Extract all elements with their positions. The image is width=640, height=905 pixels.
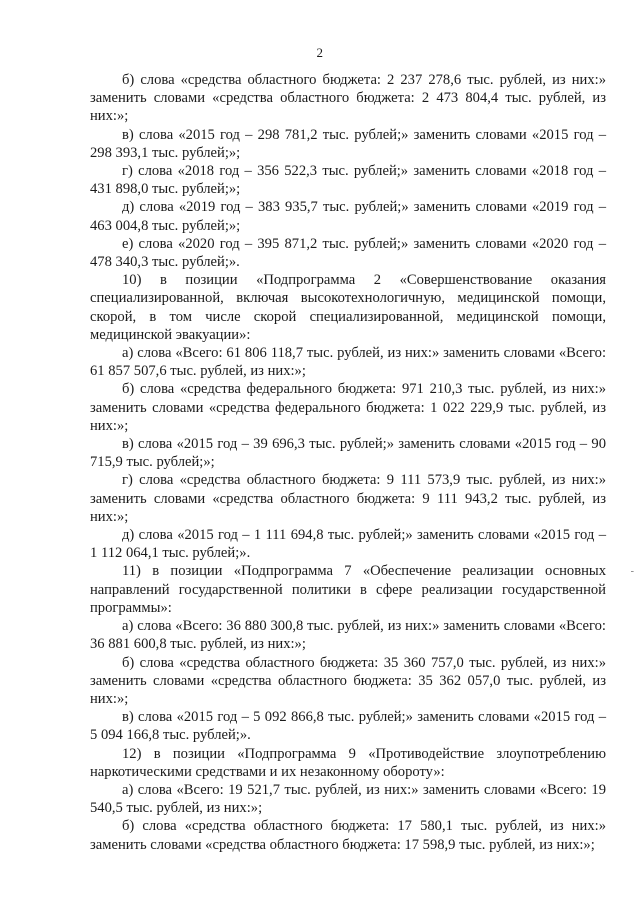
- margin-mark: -: [630, 566, 634, 577]
- page-number: 2: [316, 45, 324, 60]
- paragraph: д) слова «2015 год – 1 111 694,8 тыс. рублей;» заменить словами «2015 год – 1 112 064,1 тыс. рублей;».: [90, 527, 606, 562]
- paragraph: в) слова «2015 год – 5 092 866,8 тыс. рублей;» заменить словами «2015 год – 5 094 166,8 тыс. рублей;».: [90, 709, 606, 744]
- paragraph: д) слова «2019 год – 383 935,7 тыс. рублей;» заменить словами «2019 год – 463 004,8 тыс. рублей;»;: [90, 199, 606, 234]
- paragraph: г) слова «средства областного бюджета: 9 111 573,9 тыс. рублей, из них:» заменить словами «средства областного бюджета: 9 111 943,2 тыс. рублей, из них:»;: [90, 472, 606, 525]
- paragraph: в) слова «2015 год – 298 781,2 тыс. рублей;» заменить словами «2015 год – 298 393,1 тыс. рублей;»;: [90, 126, 606, 161]
- paragraph: б) слова «средства областного бюджета: 17 580,1 тыс. рублей, из них:» заменить словами «средства областного бюджета: 17 598,9 тыс. рублей, из них:»;: [90, 818, 606, 853]
- paragraph: в) слова «2015 год – 39 696,3 тыс. рублей;» заменить словами «2015 год – 90 715,9 тыс. рублей;»;: [90, 436, 606, 471]
- paragraph: а) слова «Всего: 61 806 118,7 тыс. рублей, из них:» заменить словами «Всего: 61 857 507,6 тыс. рублей, из них:»;: [90, 345, 606, 380]
- paragraph: 10) в позиции «Подпрограмма 2 «Совершенствование оказания специализированной, включая высокотехнологичную, медицинской помощи, скорой, в том числе скорой специализированной, медицинской помощи, медицинской эвакуации»:: [90, 272, 606, 343]
- paragraph: б) слова «средства областного бюджета: 35 360 757,0 тыс. рублей, из них:» заменить словами «средства областного бюджета: 35 362 057,0 тыс. рублей, из них:»;: [90, 654, 606, 707]
- paragraph: г) слова «2018 год – 356 522,3 тыс. рублей;» заменить словами «2018 год – 431 898,0 тыс. рублей;»;: [90, 163, 606, 198]
- paragraph: а) слова «Всего: 19 521,7 тыс. рублей, из них:» заменить словами «Всего: 19 540,5 тыс. рублей, из них:»;: [90, 781, 606, 817]
- paragraph: 12) в позиции «Подпрограмма 9 «Противодействие злоупотреблению наркотическими средствами и их незаконному обороту»:: [90, 745, 606, 780]
- document-body: [90, 71, 606, 854]
- paragraph: е) слова «2020 год – 395 871,2 тыс. рублей;» заменить словами «2020 год – 478 340,3 тыс. рублей;».: [90, 235, 606, 271]
- paragraph: а) слова «Всего: 36 880 300,8 тыс. рублей, из них:» заменить словами «Всего: 36 881 600,8 тыс. рублей, из них:»;: [90, 618, 606, 653]
- paragraph: 11) в позиции «Подпрограмма 7 «Обеспечение реализации основных направлений государственной политики в сфере реализации государственной программы»:: [90, 563, 606, 616]
- paragraph: б) слова «средства областного бюджета: 2 237 278,6 тыс. рублей, из них:» заменить словами «средства областного бюджета: 2 473 804,4 тыс. рублей, из них:»;: [90, 72, 606, 125]
- paragraph: б) слова «средства федерального бюджета: 971 210,3 тыс. рублей, из них:» заменить словами «средства федерального бюджета: 1 022 229,9 тыс. рублей, из них:»;: [90, 381, 606, 434]
